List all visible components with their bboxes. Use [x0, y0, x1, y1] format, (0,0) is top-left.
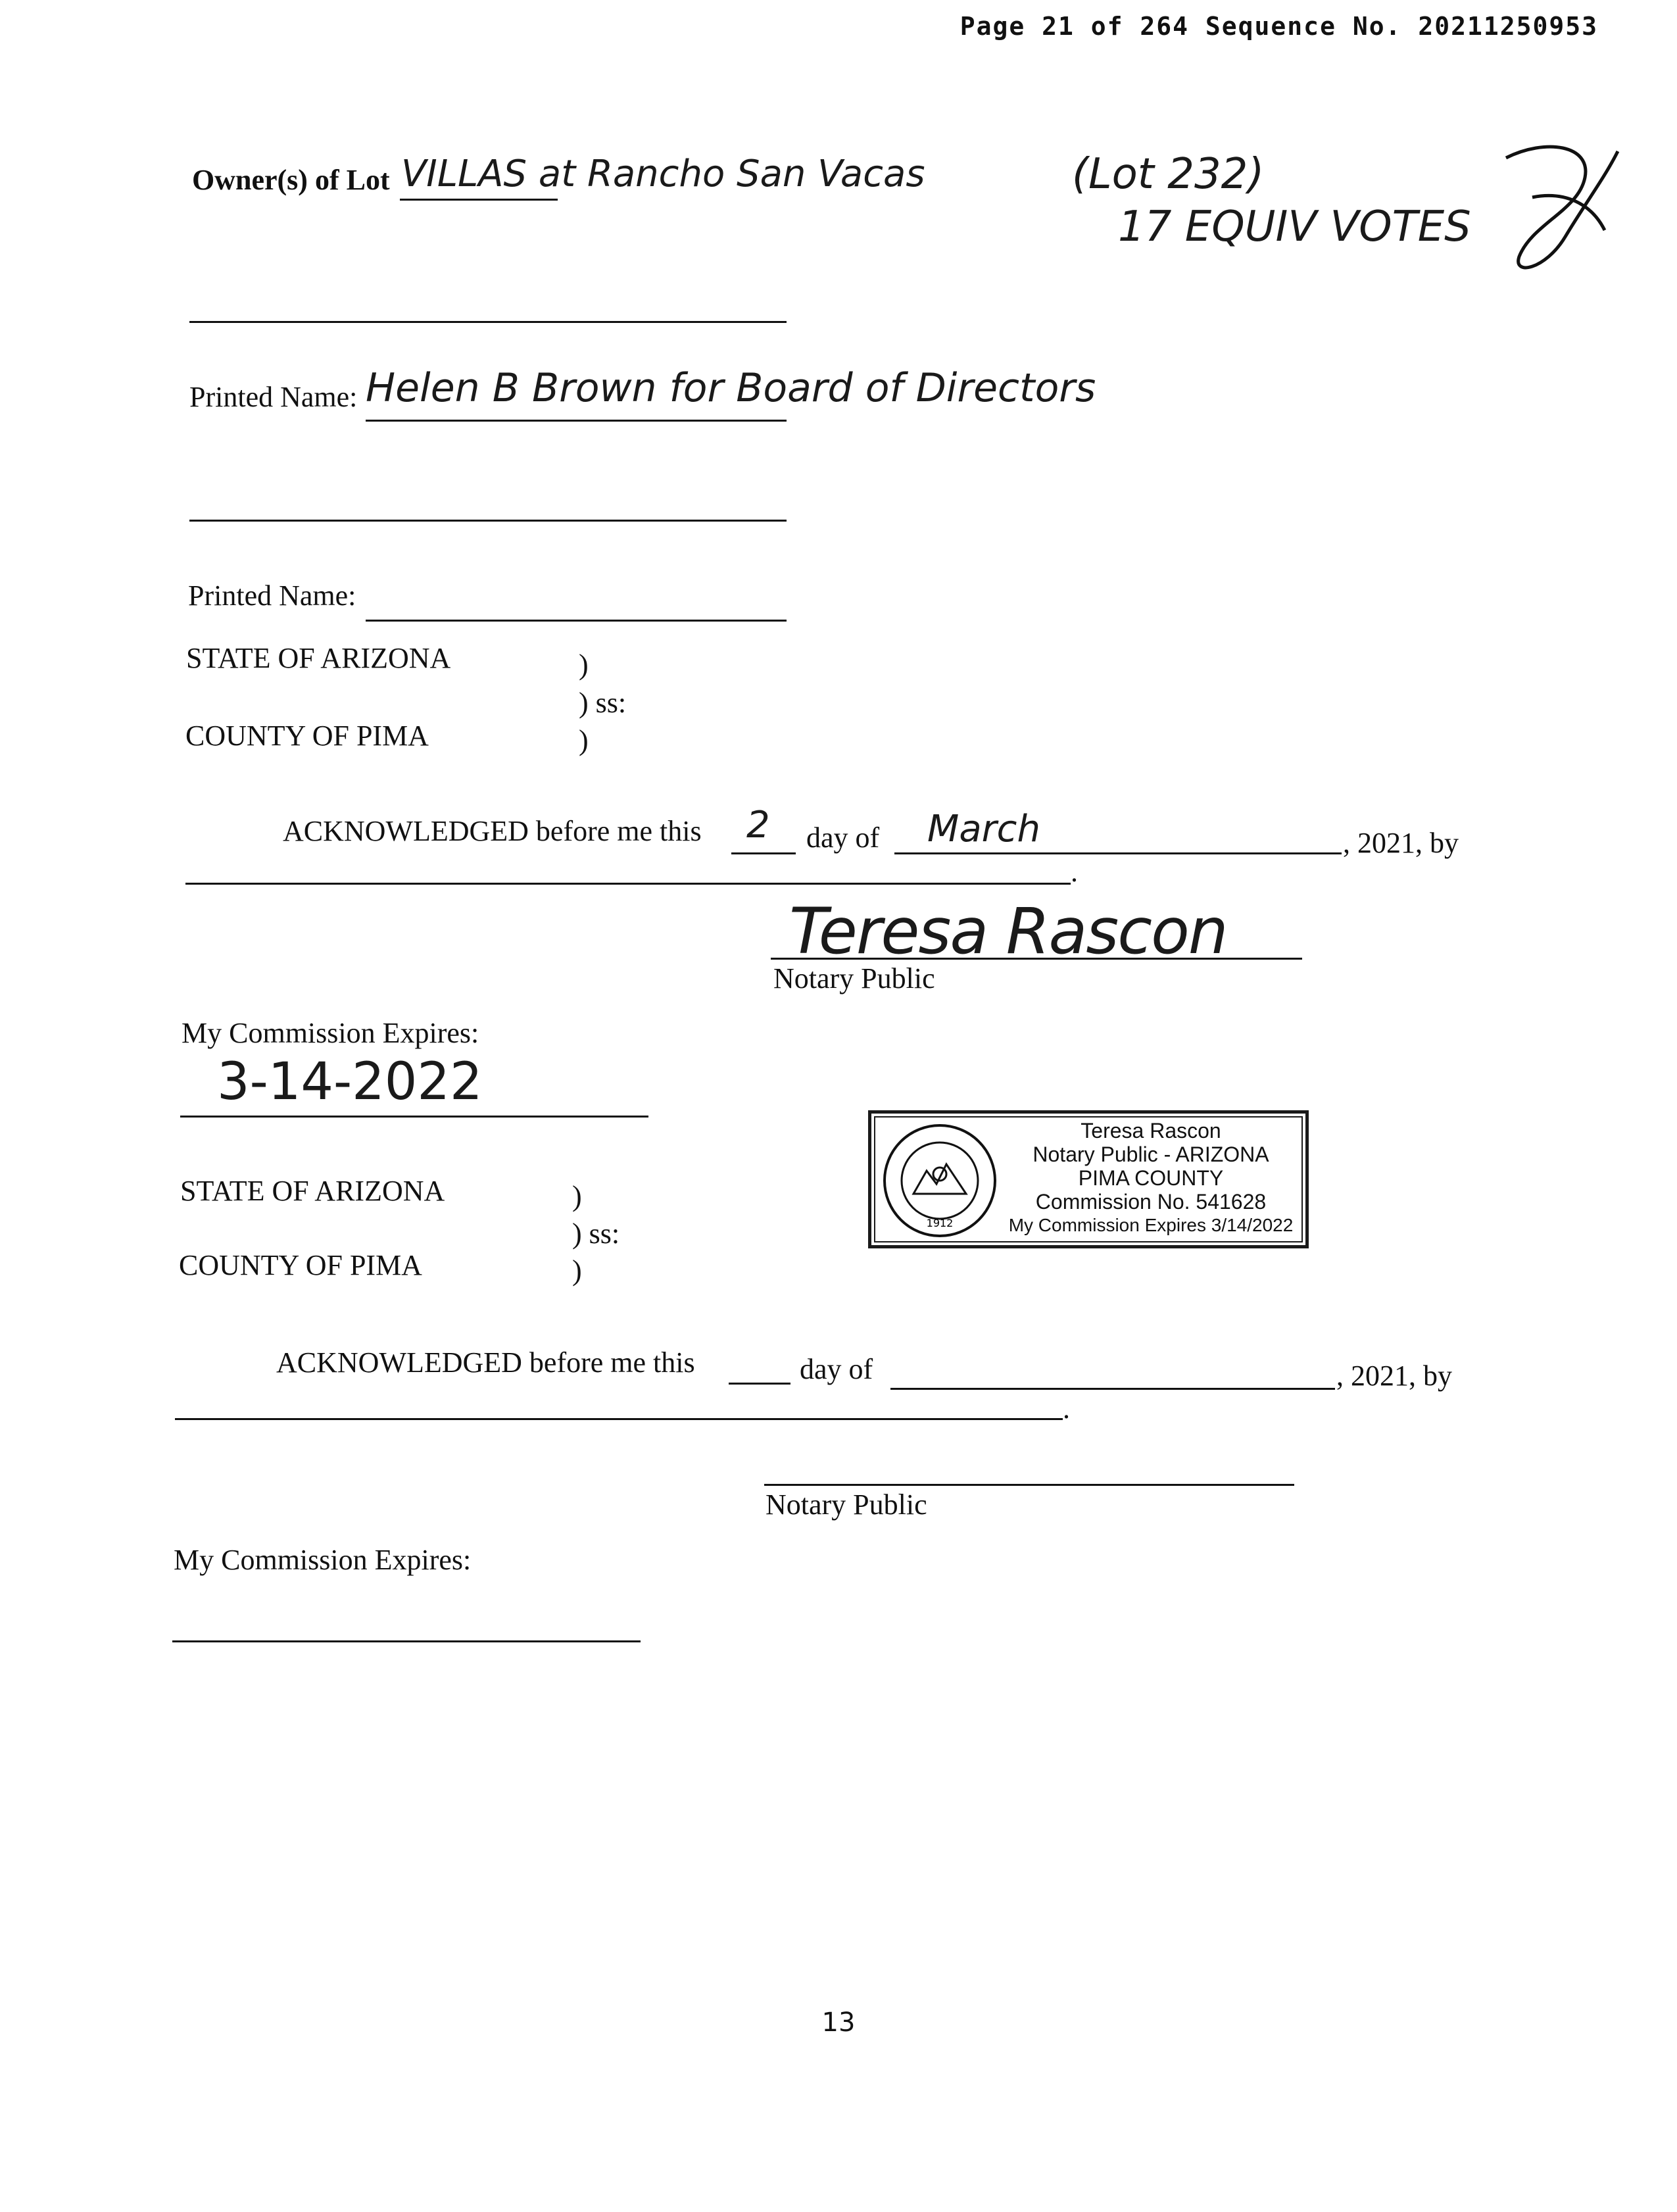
ack-month-line-2 [890, 1388, 1335, 1390]
commission-line-2 [172, 1640, 641, 1642]
notary-line-2 [764, 1484, 1294, 1486]
venue-ss-1: ) ss: [579, 687, 627, 719]
venue-state-2: STATE OF ARIZONA [180, 1175, 445, 1207]
venue-state-1: STATE OF ARIZONA [186, 642, 451, 674]
ack-month-line-1 [894, 852, 1342, 854]
stamp-title: Notary Public - ARIZONA [1033, 1143, 1269, 1166]
notary-signature-1: Teresa Rascon [789, 895, 1227, 968]
owner-lot-handwritten: VILLAS at Rancho San Vacas [401, 153, 925, 195]
printed-name-label-2: Printed Name: [188, 579, 356, 612]
ack-day-line-2 [729, 1383, 790, 1385]
commission-line-1 [180, 1116, 648, 1118]
commission-label-1: My Commission Expires: [182, 1017, 479, 1049]
venue-county-2: COUNTY OF PIMA [179, 1249, 422, 1281]
notary-line-1 [771, 958, 1302, 960]
ack-prefix-2: ACKNOWLEDGED before me this [276, 1346, 695, 1379]
ack-day-of-1: day of [806, 822, 880, 854]
ack-by-line-2 [175, 1418, 1063, 1420]
seal-year: 1912 [926, 1217, 954, 1229]
printed-name-handwritten-1: Helen B Brown for Board of Directors [366, 365, 1096, 411]
stamp-expires: My Commission Expires 3/14/2022 [1008, 1215, 1294, 1235]
lot-number-note: (Lot 232) [1072, 150, 1265, 199]
ack-prefix-1: ACKNOWLEDGED before me this [283, 815, 702, 847]
venue-paren-2a: ) [572, 1180, 582, 1212]
venue-paren-1a: ) [579, 649, 589, 681]
page-header: Page 21 of 264 Sequence No. 20211250953 [960, 12, 1598, 41]
equiv-votes-note: 17 EQUIV VOTES [1118, 203, 1471, 251]
state-seal-icon [881, 1121, 999, 1240]
venue-county-1: COUNTY OF PIMA [185, 720, 429, 752]
ack-day-line-1 [731, 852, 796, 854]
ack-year-2: , 2021, by [1336, 1360, 1452, 1392]
owner-lot-label: Owner(s) of Lot [192, 164, 390, 196]
printed-name-line-1 [366, 420, 787, 422]
stamp-commission-no: Commission No. 541628 [1035, 1190, 1267, 1214]
initials-signature [1493, 138, 1624, 276]
page-number: 13 [821, 2007, 856, 2038]
ack-day-of-2: day of [800, 1353, 873, 1385]
stamp-name: Teresa Rascon [1081, 1119, 1221, 1143]
venue-paren-2b: ) [572, 1254, 582, 1287]
stamp-county: PIMA COUNTY [1078, 1166, 1224, 1190]
commission-label-2: My Commission Expires: [174, 1544, 472, 1576]
notary-stamp [868, 1110, 1309, 1248]
printed-name-label-1: Printed Name: [189, 381, 358, 413]
ack-month-value-1: March [927, 808, 1040, 850]
ack-year-1: , 2021, by [1343, 827, 1459, 859]
ack-period-1: . [1071, 856, 1078, 888]
notary-label-1: Notary Public [773, 962, 935, 995]
venue-paren-1b: ) [579, 724, 589, 756]
owner-signature-line-2 [189, 520, 787, 522]
ack-period-2: . [1063, 1392, 1070, 1425]
owner-lot-line [400, 199, 558, 201]
notary-label-2: Notary Public [766, 1488, 927, 1521]
owner-signature-line-1 [189, 321, 787, 323]
commission-value-1: 3-14-2022 [217, 1052, 483, 1112]
ack-by-line-1 [185, 883, 1071, 885]
venue-ss-2: ) ss: [572, 1217, 620, 1250]
printed-name-line-2 [366, 620, 787, 622]
ack-day-value-1: 2 [746, 804, 770, 847]
